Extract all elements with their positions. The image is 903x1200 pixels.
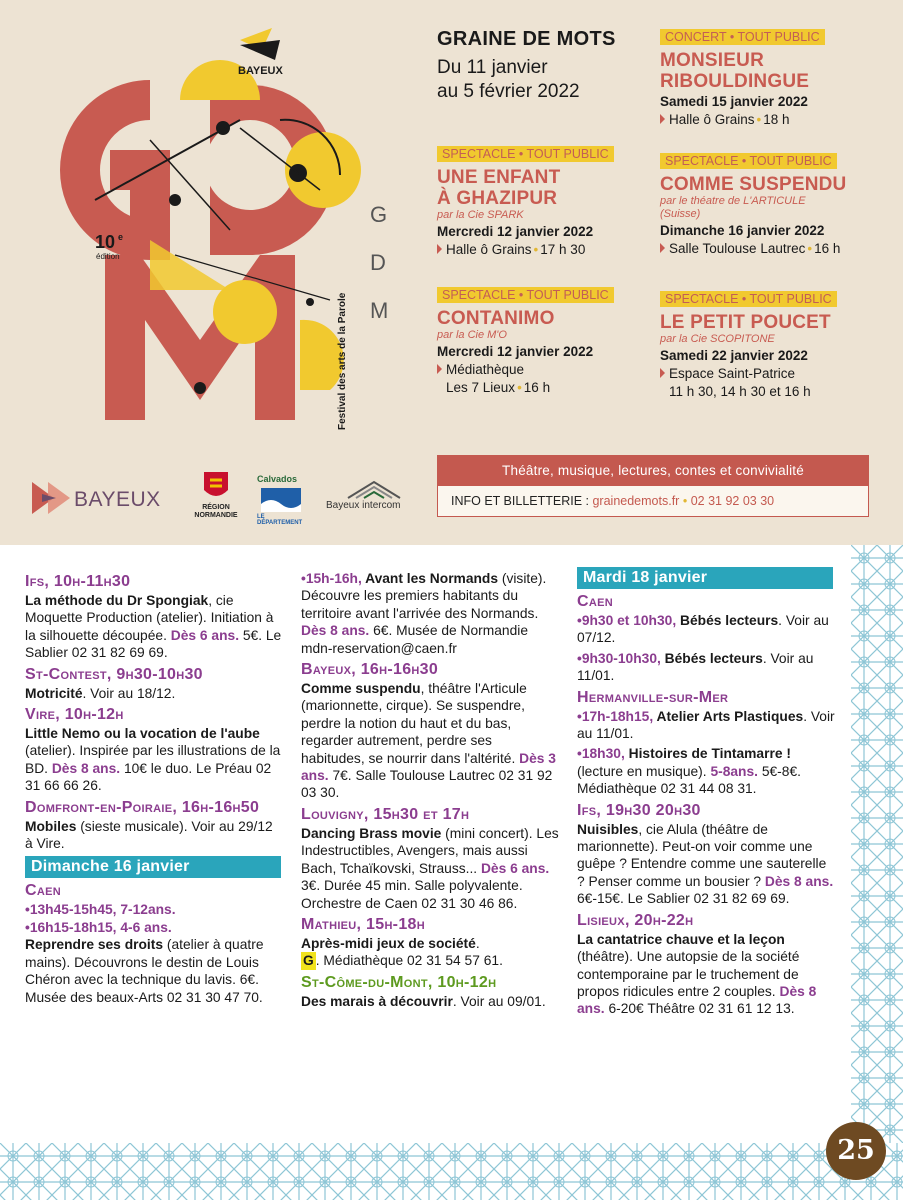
location-heading: Vire, 10h-12h	[25, 706, 124, 724]
listing-entry: •13h45-15h45, 7-12ans. •16h15-18h15, 4-6 ans. Reprendre ses droits (atelier à quatre mains). Découvrons le destin de Louis Chéron avec la technique du lavis. 6€. Musée des beaux-Arts 02 31 30 47 70.	[25, 902, 264, 1005]
festival-phone: 02 31 92 03 30	[690, 494, 775, 508]
arrow-icon	[660, 114, 665, 124]
decorative-pattern-right	[851, 545, 903, 1200]
intercom-stripes-icon	[344, 478, 404, 500]
event-tag: SPECTACLE • TOUT PUBLIC	[660, 153, 837, 169]
festival-title: GRAINE DE MOTS	[437, 28, 616, 50]
poster-edition-number: 10	[95, 232, 116, 252]
listing-entry: Des marais à découvrir. Voir au 09/01.	[301, 993, 546, 1009]
arrow-icon	[660, 368, 665, 378]
poster-city-label: BAYEUX	[238, 65, 283, 77]
graine-de-mots-badge: G	[303, 953, 314, 969]
event-name: CONTANIMO	[437, 308, 555, 329]
event-company: par la Cie SPARK	[437, 209, 524, 221]
location-heading: Bayeux, 16h-16h30	[301, 661, 439, 679]
calvados-wave-icon	[261, 488, 301, 512]
svg-text:e: e	[118, 232, 124, 242]
event-name: LE PETIT POUCET	[660, 312, 831, 333]
event-place: Médiathèque	[437, 361, 637, 379]
listing-entry: La méthode du Dr Spongiak, cie Moquette Production (atelier). Initiation à la silhouette découpée. Dès 6 ans. 5€. Le Sablier 02 31 82 69 69.	[25, 593, 282, 661]
location-heading: St-Contest, 9h30-10h30	[25, 665, 203, 683]
location-heading: Caen	[25, 882, 61, 900]
partner-logos	[28, 470, 428, 530]
event-monsieur-ribouldingue	[660, 28, 890, 129]
festival-dates: Du 11 janvier au 5 février 2022	[437, 57, 580, 102]
bayeux-logo: BAYEUX	[28, 476, 168, 522]
event-date: Samedi 22 janvier 2022	[660, 348, 808, 363]
event-contanimo: SPECTACLE • TOUT PUBLIC CONTANIMO par la Cie M'O Mercredi 12 janvier 2022 Médiathèque Les 7 Lieux • 16 h	[437, 286, 637, 397]
arrow-icon	[660, 243, 665, 253]
listing-entry: •9h30-10h30, Bébés lecteurs. Voir au 11/01.	[577, 650, 814, 684]
arrow-icon	[437, 364, 442, 374]
poster-letter-d-small: D	[370, 250, 386, 275]
location-heading: St-Côme-du-Mont, 10h-12h	[301, 973, 497, 991]
location-heading: Louvigny, 15h30 et 17h	[301, 805, 470, 823]
listing-entry: •15h-16h, Avant les Normands (visite). Découvre les premiers habitants du territoire avant l'arrivée des Normands. Dès 8 ans. 6€. Musée de Normandie mdn-reservation@caen.fr	[301, 571, 547, 656]
listing-column-2	[301, 570, 559, 1013]
listing-entry: Dancing Brass movie (mini concert). Les Indestructibles, Avengers, mais aussi Bach, Tchaïkovski, Strauss... Dès 6 ans. 3€. Durée 45 min. Salle polyvalente. Orchestre de Caen 02 31 30 46 86.	[301, 825, 559, 911]
listing-entry: Mobiles (sieste musicale). Voir au 29/12 à Vire.	[25, 818, 273, 852]
location-heading: Ifs, 19h30 20h30	[577, 801, 701, 819]
event-company: par la Cie SCOPITONE	[660, 333, 775, 345]
listing-entry: Après-midi jeux de société. G . Médiathèque 02 31 54 57 61.	[301, 935, 503, 969]
event-name: MONSIEUR RIBOULDINGUE	[660, 50, 810, 92]
event-le-petit-poucet: SPECTACLE • TOUT PUBLIC LE PETIT POUCET par la Cie SCOPITONE Samedi 22 janvier 2022 Espace Saint-Patrice 11 h 30, 14 h 30 et 16 h	[660, 290, 890, 401]
event-name: COMME SUSPENDU	[660, 174, 847, 195]
day-heading: Dimanche 16 janvier	[25, 856, 281, 878]
event-date: Samedi 15 janvier 2022	[660, 94, 808, 109]
event-date: Mercredi 12 janvier 2022	[437, 344, 594, 359]
festival-website-link[interactable]: grainedemots.fr	[592, 494, 680, 508]
event-place: Espace Saint-Patrice	[660, 365, 890, 383]
location-heading: Caen	[577, 593, 613, 610]
event-date: Mercredi 12 janvier 2022	[437, 224, 594, 239]
event-company: par le théatre de L'ARTICULE (Suisse)	[660, 195, 806, 220]
ticket-info: INFO ET BILLETTERIE : grainedemots.fr • 02 31 92 03 30	[437, 486, 869, 517]
poster-letter-g	[80, 100, 150, 240]
event-place: Salle Toulouse Lautrec • 16 h	[660, 240, 890, 258]
listing-column-1	[25, 570, 283, 1009]
location-heading: Mathieu, 15h-18h	[301, 915, 425, 933]
event-date: Dimanche 16 janvier 2022	[660, 223, 825, 238]
event-comme-suspendu	[660, 152, 890, 258]
listing-entry: Little Nemo ou la vocation de l'aube (atelier). Inspirée par les illustrations de la BD. Dès 8 ans. 10€ le duo. Le Préau 02 31 66 66 26.	[25, 726, 281, 794]
poster-letter-g-small: G	[370, 202, 388, 227]
event-place: Halle ô Grains • 18 h	[660, 111, 890, 129]
listing-entry: •9h30 et 10h30, Bébés lecteurs. Voir au 07/12.	[577, 613, 829, 646]
listing-column-3	[577, 570, 835, 1021]
normandie-shield-icon	[188, 470, 244, 504]
location-heading: Ifs, 10h-11h30	[25, 573, 131, 590]
event-tag: SPECTACLE • TOUT PUBLIC	[437, 287, 614, 303]
listing-entry: •18h30, Histoires de Tintamarre ! (lecture en musique). 5-8ans. 5€-8€. Médiathèque 02 31 44 08 31.	[577, 746, 801, 797]
bayeux-intercom-logo: Bayeux intercom	[322, 476, 432, 522]
region-normandie-logo: RÉGION NORMANDIE	[188, 470, 244, 522]
event-tag: CONCERT • TOUT PUBLIC	[660, 29, 825, 45]
bayeux-emblem-icon	[28, 476, 72, 520]
event-une-enfant	[437, 145, 637, 259]
listing-entry: Motricité. Voir au 18/12.	[25, 685, 176, 701]
listing-entry: Comme suspendu, théâtre l'Articule (marionnette, cirque). Se suspendre, perdre la notion du haut et du bas, regarder autrement, perdre ses habitudes, se nourrir dans l'altérité. Dès 3 ans. 7€. Salle Toulouse Lautrec 02 31 92 03 30.	[301, 681, 556, 801]
calvados-logo: Calvados LE DÉPARTEMENT	[257, 474, 303, 526]
event-company: par la Cie M'O	[437, 329, 507, 341]
poster-letter-m-small: M	[370, 298, 389, 323]
poster-vertical-text: Festival des arts de la Parole	[337, 292, 348, 430]
day-heading: Mardi 18 janvier	[577, 567, 833, 589]
event-tag: SPECTACLE • TOUT PUBLIC	[437, 146, 614, 162]
festival-poster-graphic	[0, 0, 430, 460]
decorative-pattern-bottom	[0, 1143, 903, 1200]
arrow-icon	[437, 244, 442, 254]
location-heading: Lisieux, 20h-22h	[577, 911, 694, 929]
event-tag: SPECTACLE • TOUT PUBLIC	[660, 291, 837, 307]
poster-edition-label: édition	[96, 252, 120, 261]
event-name: UNE ENFANT À GHAZIPUR	[437, 167, 561, 209]
location-heading: Domfront-en-Poiraie, 16h-16h50	[25, 798, 260, 816]
event-place: Halle ô Grains • 17 h 30	[437, 241, 637, 259]
festival-advertisement	[0, 0, 903, 545]
location-heading: Hermanville-sur-Mer	[577, 688, 729, 706]
page-number: 25	[826, 1122, 886, 1180]
listing-entry: Nuisibles, cie Alula (théâtre de marionnette). Peut-on voir comme une guêpe ? Entendre comme une sauterelle ? Penser comme un bousier ? Dès 8 ans. 6€-15€. Le Sablier 02 31 82 69 69.	[577, 821, 834, 907]
listing-entry: La cantatrice chauve et la leçon (théâtre). Une autopsie de la société contemporaine par le truchement de propos ridicules entre 2 couples. Dès 8 ans. 6-20€ Théâtre 02 31 61 12 13.	[577, 931, 817, 1017]
listing-entry: •17h-18h15, Atelier Arts Plastiques. Voir au 11/01.	[577, 708, 835, 742]
festival-tagline: Théâtre, musique, lectures, contes et convivialité	[437, 455, 869, 486]
